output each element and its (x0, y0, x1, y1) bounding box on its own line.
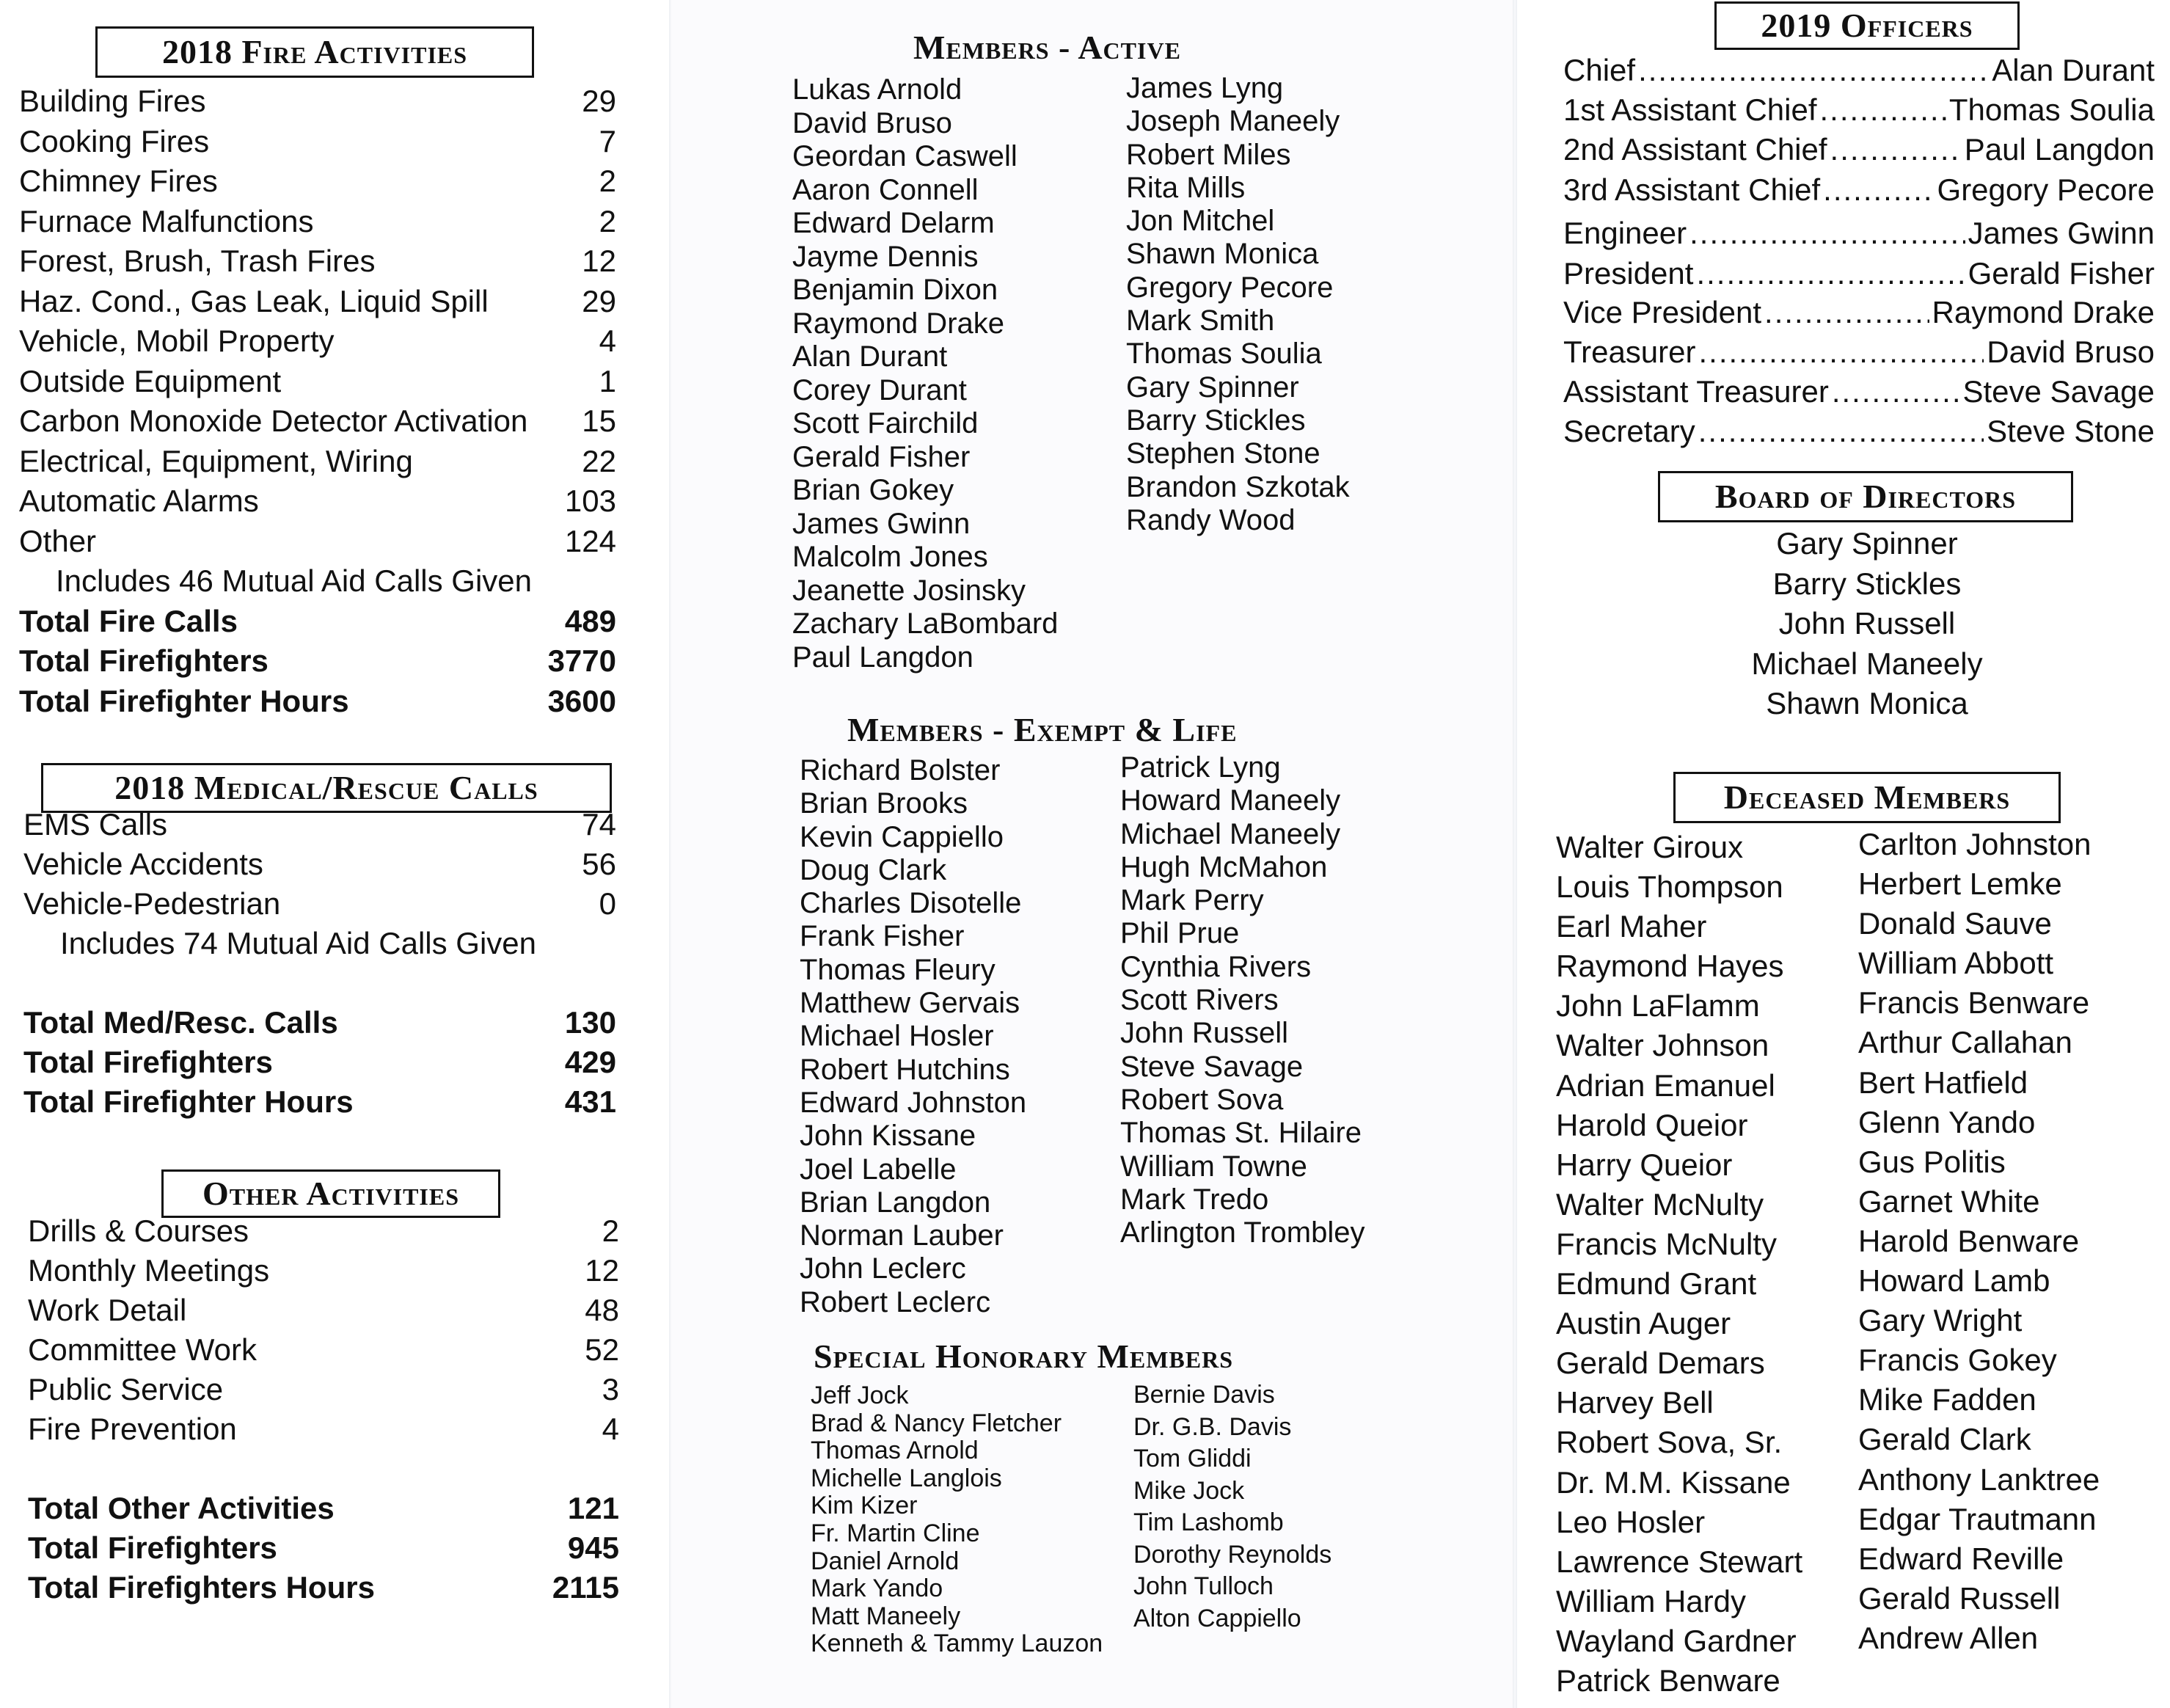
deceased-member-name: Walter Johnson (1556, 1028, 1769, 1063)
total-value: 3770 (547, 643, 616, 678)
deceased-member-name: Edmund Grant (1556, 1266, 1757, 1302)
stat-row (19, 164, 628, 204)
honorary-members-heading: Special Honorary Members (814, 1337, 1234, 1375)
leader-dots (1689, 216, 1965, 251)
member-name: William Towne (1120, 1150, 1307, 1183)
leader-dots (1764, 295, 1929, 330)
deceased-member-name: Gary Wright (1858, 1303, 2023, 1338)
deceased-member-name: Walter McNulty (1556, 1186, 1764, 1222)
note-text: Includes 74 Mutual Aid Calls Given (60, 926, 537, 960)
deceased-member-name: William Abbott (1858, 946, 2054, 981)
members-active-heading: Members - Active (913, 29, 1181, 66)
officer-name: Raymond Drake (1932, 295, 2155, 329)
member-name: Arlington Trombley (1120, 1216, 1365, 1249)
stat-value: 4 (602, 1412, 619, 1446)
member-name: Benjamin Dixon (792, 274, 998, 306)
honorary-member-name: Fr. Martin Cline (811, 1519, 980, 1547)
honorary-member-name: Matt Maneely (811, 1602, 961, 1630)
total-value: 121 (567, 1491, 619, 1525)
stat-row (19, 204, 628, 244)
director-name: Michael Maneely (1751, 646, 1983, 681)
deceased-member-name: Mike Fadden (1858, 1382, 2036, 1417)
exempt-members-col1 (800, 754, 1026, 1319)
stat-value: 29 (582, 84, 616, 118)
honorary-member-name: Dorothy Reynolds (1133, 1540, 1332, 1569)
deceased-member-name: Herbert Lemke (1858, 866, 2062, 902)
officer-title: Chief (1563, 53, 1636, 87)
stat-value: 22 (582, 443, 616, 478)
member-name: Shawn Monica (1126, 238, 1319, 271)
member-name: Paul Langdon (792, 640, 973, 674)
member-name: Joseph Maneely (1126, 105, 1340, 138)
leader-dots (1823, 172, 1934, 208)
stat-row (28, 1253, 631, 1293)
stat-row (28, 1412, 631, 1451)
member-name: Gregory Pecore (1126, 271, 1334, 304)
member-name: Steve Savage (1120, 1050, 1304, 1083)
member-name: Cynthia Rivers (1120, 950, 1312, 983)
member-name: Jon Mitchel (1126, 205, 1275, 238)
deceased-heading: Deceased Members (1673, 772, 2061, 823)
honorary-member-name: Kenneth & Tammy Lauzon (811, 1629, 1103, 1658)
honorary-member-name: Tim Lashomb (1133, 1508, 1284, 1536)
exempt-members-col2 (1120, 751, 1365, 1249)
deceased-member-name: John LaFlamm (1556, 988, 1760, 1023)
honorary-member-name: Thomas Arnold (811, 1437, 979, 1465)
fire-activities-heading: 2018 Fire Activities (95, 26, 534, 78)
honorary-member-name: Jeff Jock (811, 1382, 909, 1409)
total-label: Total Firefighters (28, 1530, 277, 1565)
note-text: Includes 46 Mutual Aid Calls Given (56, 563, 533, 598)
total-value: 3600 (547, 683, 616, 718)
stat-value: 1 (599, 363, 616, 398)
deceased-member-name: Gerald Clark (1858, 1422, 2031, 1457)
stat-label: Building Fires (19, 84, 206, 118)
total-label: Total Firefighter Hours (19, 683, 349, 718)
officer-name: Alan Durant (1992, 53, 2155, 87)
stat-label: Carbon Monoxide Detector Activation (19, 404, 528, 438)
deceased-member-name: Andrew Allen (1858, 1620, 2039, 1655)
stat-row (19, 244, 628, 284)
deceased-member-name: Adrian Emanuel (1556, 1068, 1775, 1103)
deceased-member-name: Arthur Callahan (1858, 1025, 2072, 1060)
members-panel (671, 0, 1515, 1708)
member-name: Stephen Stone (1126, 437, 1320, 470)
deceased-member-name: Carlton Johnston (1858, 827, 2092, 861)
deceased-member-name: Francis McNulty (1556, 1226, 1778, 1261)
member-name: Joel Labelle (800, 1153, 957, 1186)
stat-label: Fire Prevention (28, 1412, 237, 1446)
deceased-member-name: Louis Thompson (1556, 869, 1783, 905)
deceased-member-name: Harry Queior (1556, 1147, 1733, 1182)
stat-row (19, 84, 628, 124)
member-name: Hugh McMahon (1120, 850, 1328, 883)
stat-label: Other (19, 523, 97, 558)
officer-name: Steve Savage (1962, 374, 2155, 409)
stat-value: 0 (599, 886, 616, 921)
deceased-member-name: Earl Maher (1556, 909, 1707, 944)
total-value: 2115 (552, 1570, 619, 1605)
stat-label: Public Service (28, 1372, 224, 1406)
stat-value: 3 (602, 1372, 619, 1406)
deceased-member-name: Leo Hosler (1556, 1504, 1706, 1539)
deceased-member-name: Harold Queior (1556, 1107, 1748, 1142)
stat-value: 7 (599, 123, 616, 158)
total-label: Total Firefighters (19, 643, 268, 678)
deceased-member-name: Francis Benware (1858, 985, 2090, 1021)
deceased-member-name: Donald Sauve (1858, 906, 2052, 941)
deceased-member-name: Anthony Lanktree (1858, 1461, 2100, 1497)
deceased-member-name: Wayland Gardner (1556, 1623, 1797, 1658)
leader-dots (1698, 414, 1984, 449)
member-name: Norman Lauber (800, 1219, 1004, 1252)
member-name: Howard Maneely (1120, 784, 1341, 817)
stat-value: 56 (582, 847, 616, 881)
honorary-member-name: Kim Kizer (811, 1492, 918, 1520)
member-name: Jayme Dennis (792, 240, 979, 273)
stat-value: 29 (582, 283, 616, 318)
stat-row (23, 807, 628, 847)
stat-value: 124 (564, 523, 616, 558)
honorary-members-col1 (811, 1382, 1103, 1658)
member-name: Gerald Fisher (792, 440, 971, 473)
stat-row (19, 524, 628, 564)
stat-value: 48 (585, 1293, 619, 1327)
stat-row (28, 1332, 631, 1372)
member-name: Scott Fairchild (792, 407, 979, 439)
leader-dots (1696, 256, 1965, 291)
stat-row (19, 444, 628, 484)
leader-dots (1832, 374, 1960, 409)
deceased-member-name: Gerald Demars (1556, 1346, 1765, 1381)
member-name: Robert Sova (1120, 1083, 1284, 1116)
officer-title: Vice President (1563, 295, 1762, 329)
stat-row (19, 404, 628, 444)
active-members-col2 (1126, 72, 1350, 537)
officer-title: President (1563, 256, 1694, 291)
deceased-member-name: Edgar Trautmann (1858, 1501, 2097, 1536)
officer-row (1563, 92, 2155, 128)
honorary-member-name: Bernie Davis (1133, 1381, 1275, 1409)
stat-label: Work Detail (28, 1293, 187, 1327)
stat-row (19, 124, 628, 164)
stat-value: 74 (582, 807, 616, 842)
member-name: Michael Hosler (800, 1020, 994, 1053)
stat-label: Vehicle Accidents (23, 847, 263, 881)
member-name: Kevin Cappiello (800, 820, 1004, 853)
officer-row (1563, 414, 2155, 449)
deceased-member-name: Lawrence Stewart (1556, 1544, 1803, 1579)
officer-name: Paul Langdon (1964, 132, 2155, 167)
deceased-member-name: Walter Giroux (1556, 830, 1744, 864)
member-name: Gary Spinner (1126, 371, 1299, 404)
officer-name: David Bruso (1987, 335, 2155, 369)
stat-label: Committee Work (28, 1332, 257, 1367)
officer-row (1563, 374, 2155, 409)
officer-row (1563, 172, 2155, 208)
member-name: Thomas Fleury (800, 953, 996, 986)
leader-dots (1830, 132, 1962, 167)
stat-label: Outside Equipment (19, 363, 282, 398)
deceased-member-name: William Hardy (1556, 1583, 1747, 1618)
member-name: Lukas Arnold (792, 73, 962, 106)
member-name: Frank Fisher (800, 920, 965, 953)
member-name: James Gwinn (792, 507, 971, 540)
stat-row (19, 483, 628, 524)
board-heading: Board of Directors (1658, 471, 2073, 522)
member-name: Robert Leclerc (800, 1285, 991, 1318)
deceased-member-name: Dr. M.M. Kissane (1556, 1464, 1791, 1500)
member-name: John Kissane (800, 1120, 976, 1153)
stat-value: 12 (585, 1253, 619, 1288)
stat-value: 12 (582, 244, 616, 278)
member-name: Patrick Lyng (1120, 751, 1281, 784)
member-name: Brian Gokey (792, 474, 954, 506)
honorary-members-col2 (1133, 1379, 1331, 1635)
member-name: David Bruso (792, 106, 952, 139)
member-name: Charles Disotelle (800, 887, 1022, 920)
deceased-col1 (1556, 828, 1802, 1701)
officer-title: Treasurer (1563, 335, 1696, 369)
member-name: Randy Wood (1126, 503, 1296, 536)
stat-row (28, 1372, 631, 1412)
honorary-member-name: Tom Gliddi (1133, 1445, 1252, 1472)
member-name: Edward Delarm (792, 207, 995, 239)
member-name: James Lyng (1126, 72, 1284, 104)
deceased-member-name: Edward Reville (1858, 1541, 2064, 1576)
director-name: John Russell (1778, 606, 1956, 640)
member-name: Rita Mills (1126, 171, 1246, 204)
stat-label: Forest, Brush, Trash Fires (19, 244, 376, 278)
member-name: Raymond Drake (792, 307, 1005, 340)
stat-label: Vehicle-Pedestrian (23, 886, 281, 921)
total-value: 130 (564, 1005, 616, 1040)
deceased-member-name: Garnet White (1858, 1183, 2040, 1219)
member-name: Corey Durant (792, 373, 967, 406)
leader-dots (1820, 92, 1946, 128)
officer-name: Gerald Fisher (1968, 256, 2155, 291)
officer-row (1563, 53, 2155, 88)
deceased-member-name: Harvey Bell (1556, 1385, 1714, 1420)
medical-calls-heading: 2018 Medical/Rescue Calls (41, 763, 612, 813)
leader-dots (1699, 335, 1984, 370)
member-name: Doug Clark (800, 853, 947, 886)
honorary-member-name: Alton Cappiello (1133, 1604, 1301, 1632)
officer-row (1563, 295, 2155, 330)
deceased-member-name: Bert Hatfield (1858, 1065, 2028, 1100)
stat-row (19, 324, 628, 364)
stat-value: 4 (599, 324, 616, 358)
total-label: Total Firefighter Hours (23, 1084, 354, 1119)
total-value: 429 (564, 1045, 616, 1079)
honorary-member-name: Michelle Langlois (811, 1464, 1002, 1492)
deceased-member-name: Raymond Hayes (1556, 949, 1784, 984)
honorary-member-name: Dr. G.B. Davis (1133, 1412, 1292, 1441)
member-name: Aaron Connell (792, 173, 979, 206)
officer-row (1563, 216, 2155, 251)
stat-label: Drills & Courses (28, 1214, 249, 1248)
member-name: Jeanette Josinsky (792, 574, 1026, 607)
officer-title: Engineer (1563, 216, 1687, 250)
officer-row (1563, 132, 2155, 167)
member-name: Brandon Szkotak (1126, 470, 1350, 503)
officer-title: 2nd Assistant Chief (1563, 132, 1827, 167)
member-name: Mark Smith (1126, 304, 1275, 337)
stat-row (19, 284, 628, 324)
member-name: Robert Hutchins (800, 1053, 1010, 1086)
member-name: Brian Langdon (800, 1186, 991, 1219)
member-name: Robert Miles (1126, 138, 1291, 171)
total-label: Total Fire Calls (19, 603, 238, 638)
stat-value: 103 (564, 483, 616, 518)
activities-panel (0, 0, 671, 1708)
member-name: John Leclerc (800, 1252, 966, 1285)
active-members-col1 (792, 73, 1058, 674)
stat-value: 52 (585, 1332, 619, 1367)
stat-row (19, 364, 628, 404)
deceased-member-name: Austin Auger (1556, 1306, 1731, 1341)
member-name: Geordan Caswell (792, 140, 1018, 172)
deceased-member-name: Gerald Russell (1858, 1580, 2061, 1616)
officer-title: 3rd Assistant Chief (1563, 172, 1821, 207)
member-name: Scott Rivers (1120, 984, 1279, 1017)
member-name: Barry Stickles (1126, 404, 1306, 437)
officers-heading: 2019 Officers (1714, 1, 2020, 50)
total-label: Total Firefighters (23, 1045, 273, 1079)
member-name: Mark Tredo (1120, 1183, 1269, 1216)
officer-title: Assistant Treasurer (1563, 374, 1829, 409)
stat-value: 2 (599, 203, 616, 238)
member-name: Zachary LaBombard (792, 607, 1059, 640)
member-name: Alan Durant (792, 340, 948, 373)
honorary-member-name: Daniel Arnold (811, 1547, 960, 1575)
member-name: John Russell (1120, 1017, 1289, 1050)
director-name: Barry Stickles (1772, 566, 1962, 601)
leader-dots (1638, 53, 1989, 88)
stat-label: Haz. Cond., Gas Leak, Liquid Spill (19, 283, 489, 318)
total-value: 945 (567, 1530, 619, 1565)
stat-value: 2 (602, 1214, 619, 1248)
stat-label: EMS Calls (23, 807, 168, 842)
board-list (1698, 524, 2036, 724)
officer-name: Gregory Pecore (1937, 172, 2155, 207)
honorary-member-name: John Tulloch (1133, 1572, 1274, 1600)
deceased-member-name: Francis Gokey (1858, 1343, 2057, 1378)
member-name: Thomas Soulia (1126, 337, 1322, 371)
stat-row (23, 847, 628, 886)
stat-label: Automatic Alarms (19, 483, 259, 518)
total-label: Total Firefighters Hours (28, 1570, 375, 1605)
director-name: Shawn Monica (1766, 686, 1968, 720)
stat-value: 15 (582, 404, 616, 438)
deceased-member-name: Patrick Benware (1556, 1663, 1780, 1698)
member-name: Phil Prue (1120, 917, 1240, 950)
total-value: 431 (564, 1084, 616, 1119)
honorary-member-name: Brad & Nancy Fletcher (811, 1409, 1062, 1437)
stat-label: Electrical, Equipment, Wiring (19, 443, 413, 478)
officer-name: Thomas Soulia (1948, 92, 2155, 127)
member-name: Michael Maneely (1120, 817, 1341, 850)
member-name: Matthew Gervais (800, 987, 1020, 1020)
member-name: Malcolm Jones (792, 541, 988, 573)
officer-name: James Gwinn (1968, 216, 2155, 250)
total-value: 489 (564, 603, 616, 638)
member-name: Edward Johnston (800, 1086, 1027, 1119)
deceased-member-name: Harold Benware (1858, 1223, 2080, 1258)
director-name: Gary Spinner (1776, 526, 1958, 561)
stat-value: 2 (599, 164, 616, 198)
stat-label: Vehicle, Mobil Property (19, 324, 335, 358)
total-label: Total Med/Resc. Calls (23, 1005, 338, 1040)
stat-label: Furnace Malfunctions (19, 203, 314, 238)
officer-name: Steve Stone (1987, 414, 2155, 448)
stat-label: Cooking Fires (19, 123, 210, 158)
members-exempt-heading: Members - Exempt & Life (847, 711, 1238, 748)
officer-row (1563, 335, 2155, 370)
deceased-col2 (1858, 825, 2100, 1658)
member-name: Richard Bolster (800, 754, 1001, 787)
total-label: Total Other Activities (28, 1491, 335, 1525)
deceased-member-name: Howard Lamb (1858, 1263, 2050, 1299)
other-activities-heading: Other Activities (161, 1169, 500, 1218)
stat-label: Chimney Fires (19, 164, 218, 198)
honorary-member-name: Mark Yando (811, 1574, 943, 1603)
stat-row (28, 1293, 631, 1332)
officer-title: Secretary (1563, 414, 1695, 448)
stat-row (23, 886, 628, 926)
deceased-member-name: Gus Politis (1858, 1144, 2006, 1179)
officer-title: 1st Assistant Chief (1563, 92, 1817, 127)
officer-row (1563, 256, 2155, 291)
member-name: Brian Brooks (800, 787, 968, 820)
stat-row (28, 1214, 631, 1253)
member-name: Mark Perry (1120, 884, 1264, 917)
deceased-member-name: Glenn Yando (1858, 1104, 2036, 1139)
member-name: Thomas St. Hilaire (1120, 1117, 1362, 1150)
honorary-member-name: Mike Jock (1133, 1476, 1245, 1505)
officers-panel (1515, 0, 2170, 1708)
deceased-member-name: Robert Sova, Sr. (1556, 1425, 1783, 1460)
stat-label: Monthly Meetings (28, 1253, 270, 1288)
